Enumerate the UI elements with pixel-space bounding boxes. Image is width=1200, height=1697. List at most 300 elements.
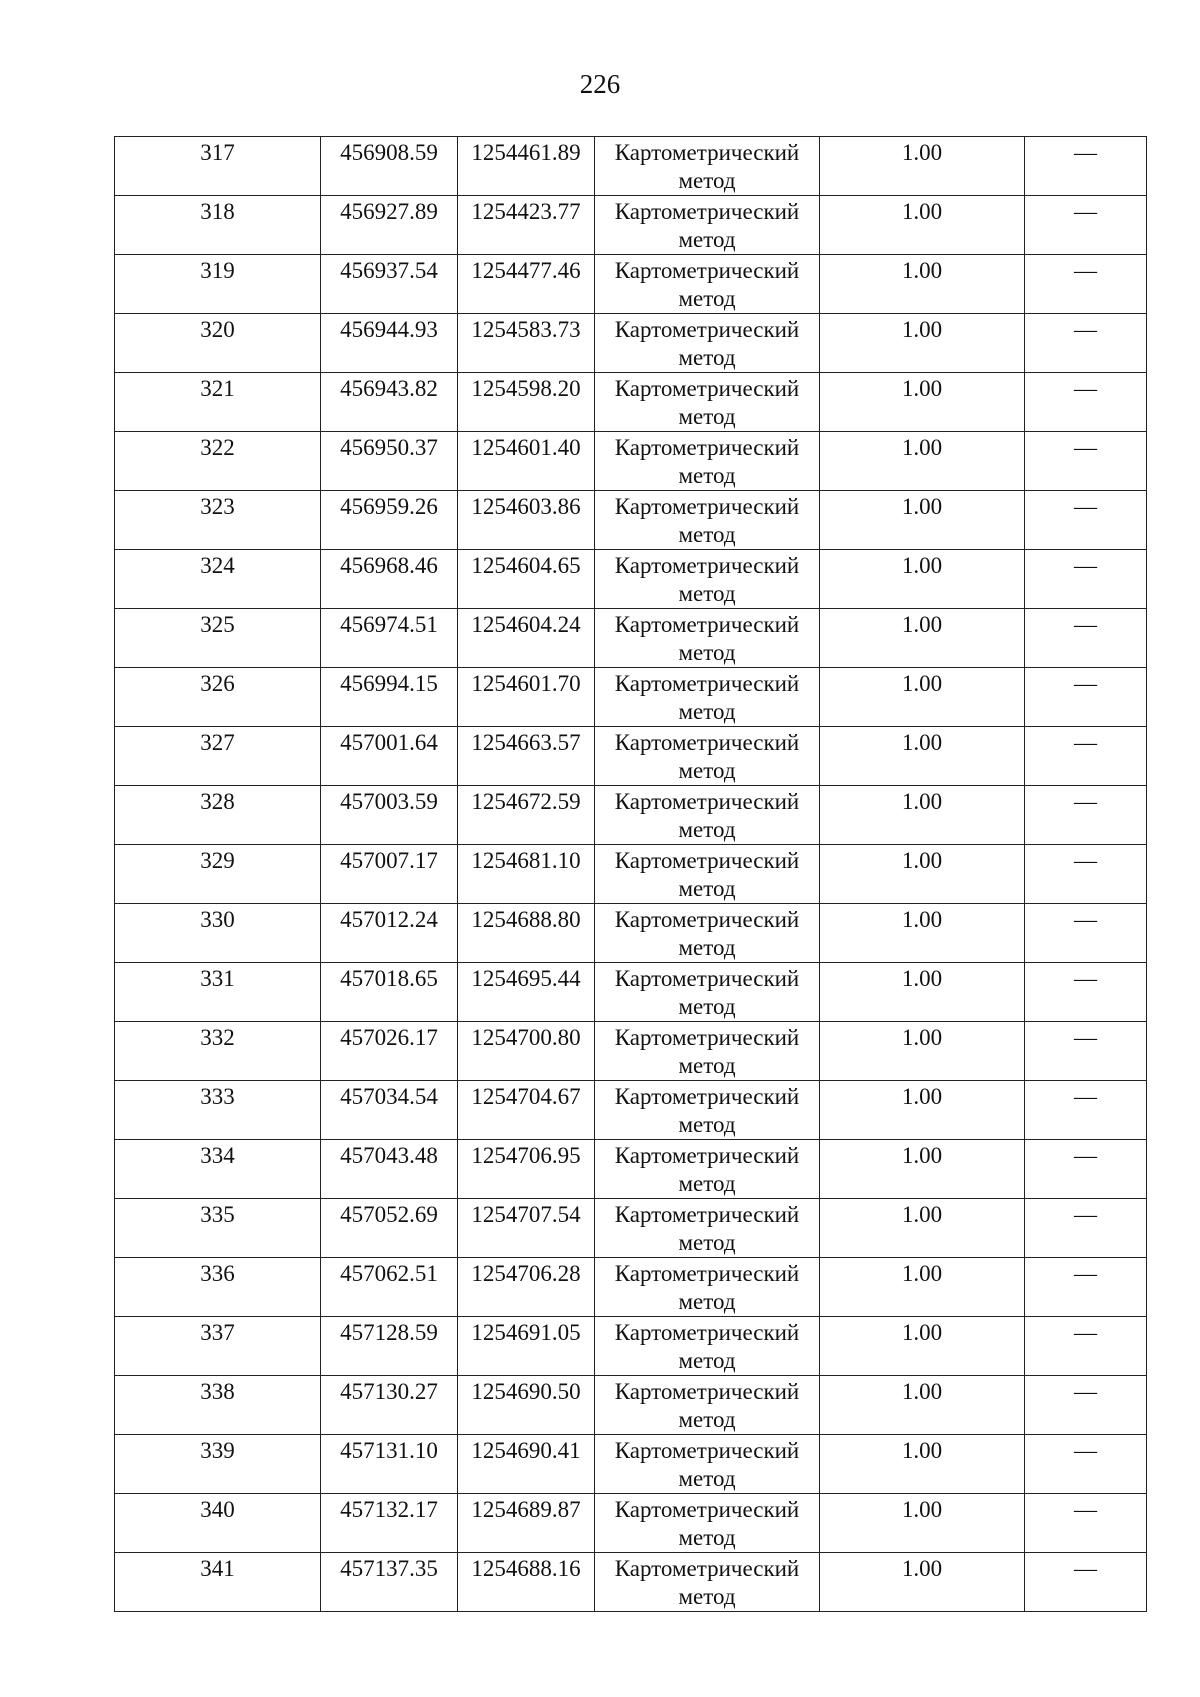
- method-text-line: метод: [678, 1112, 736, 1137]
- note-text: —: [1074, 199, 1097, 224]
- point-number-cell: [115, 1081, 321, 1140]
- precision-text: 1.00: [901, 1379, 943, 1404]
- method-text-line: метод: [678, 1407, 736, 1432]
- point-number-text: 320: [200, 317, 235, 342]
- x-coordinate-cell: [321, 373, 458, 432]
- precision-text: 1.00: [901, 1320, 943, 1345]
- point-number-text: 336: [200, 1261, 235, 1286]
- note-cell: [1025, 1140, 1147, 1199]
- point-number-text: 333: [200, 1084, 235, 1109]
- y-coordinate-cell: [458, 668, 595, 727]
- x-coordinate-text: 456927.89: [340, 199, 438, 224]
- method-text-line: метод: [678, 817, 736, 842]
- note-text: —: [1074, 671, 1097, 696]
- method-text-line: Картометрический: [614, 1379, 800, 1404]
- y-coordinate-text: 1254423.77: [471, 199, 581, 224]
- method-cell: [595, 1553, 820, 1612]
- table-row: [115, 668, 1147, 727]
- point-number-text: 323: [200, 494, 235, 519]
- method-cell: [595, 491, 820, 550]
- y-coordinate-text: 1254583.73: [471, 317, 581, 342]
- x-coordinate-cell: [321, 491, 458, 550]
- method-text-line: метод: [678, 345, 736, 370]
- point-number-cell: [115, 1435, 321, 1494]
- y-coordinate-text: 1254689.87: [471, 1497, 581, 1522]
- y-coordinate-text: 1254681.10: [471, 848, 581, 873]
- x-coordinate-cell: [321, 255, 458, 314]
- method-cell: [595, 727, 820, 786]
- note-text: —: [1074, 612, 1097, 637]
- method-text-line: метод: [678, 286, 736, 311]
- precision-cell: [820, 491, 1025, 550]
- precision-text: 1.00: [901, 376, 943, 401]
- note-text: —: [1074, 1202, 1097, 1227]
- x-coordinate-text: 456959.26: [340, 494, 438, 519]
- method-text-line: Картометрический: [614, 612, 800, 637]
- y-coordinate-cell: [458, 1435, 595, 1494]
- precision-text: 1.00: [901, 199, 943, 224]
- point-number-text: 322: [200, 435, 235, 460]
- x-coordinate-text: 457052.69: [340, 1202, 438, 1227]
- precision-cell: [820, 1553, 1025, 1612]
- table-row: [115, 373, 1147, 432]
- precision-text: 1.00: [901, 1556, 943, 1581]
- y-coordinate-text: 1254707.54: [471, 1202, 581, 1227]
- precision-cell: [820, 609, 1025, 668]
- x-coordinate-text: 456937.54: [340, 258, 438, 283]
- note-text: —: [1074, 1497, 1097, 1522]
- x-coordinate-text: 457007.17: [340, 848, 438, 873]
- point-number-text: 340: [200, 1497, 235, 1522]
- x-coordinate-cell: [321, 845, 458, 904]
- method-text-line: метод: [678, 1289, 736, 1314]
- precision-cell: [820, 196, 1025, 255]
- note-cell: [1025, 904, 1147, 963]
- method-text-line: Картометрический: [614, 730, 800, 755]
- x-coordinate-cell: [321, 550, 458, 609]
- precision-cell: [820, 137, 1025, 196]
- x-coordinate-cell: [321, 432, 458, 491]
- x-coordinate-cell: [321, 1140, 458, 1199]
- point-number-cell: [115, 550, 321, 609]
- point-number-cell: [115, 609, 321, 668]
- point-number-cell: [115, 1494, 321, 1553]
- note-cell: [1025, 1553, 1147, 1612]
- table-row: [115, 609, 1147, 668]
- note-text: —: [1074, 1084, 1097, 1109]
- note-text: —: [1074, 435, 1097, 460]
- precision-text: 1.00: [901, 1497, 943, 1522]
- method-cell: [595, 1081, 820, 1140]
- point-number-cell: [115, 668, 321, 727]
- precision-text: 1.00: [901, 848, 943, 873]
- method-text-line: Картометрический: [614, 376, 800, 401]
- note-cell: [1025, 609, 1147, 668]
- y-coordinate-text: 1254604.65: [471, 553, 581, 578]
- table-row: [115, 786, 1147, 845]
- table-row: [115, 1376, 1147, 1435]
- point-number-text: 325: [200, 612, 235, 637]
- method-cell: [595, 668, 820, 727]
- table-row: [115, 1258, 1147, 1317]
- method-text-line: Картометрический: [614, 1320, 800, 1345]
- precision-text: 1.00: [901, 612, 943, 637]
- point-number-cell: [115, 1199, 321, 1258]
- precision-cell: [820, 1199, 1025, 1258]
- method-text-line: метод: [678, 1230, 736, 1255]
- precision-cell: [820, 550, 1025, 609]
- point-number-text: 335: [200, 1202, 235, 1227]
- method-text-line: метод: [678, 935, 736, 960]
- precision-cell: [820, 668, 1025, 727]
- point-number-text: 318: [200, 199, 235, 224]
- point-number-text: 339: [200, 1438, 235, 1463]
- method-text-line: метод: [678, 1053, 736, 1078]
- table-row: [115, 1140, 1147, 1199]
- x-coordinate-text: 456908.59: [340, 140, 438, 165]
- x-coordinate-cell: [321, 1022, 458, 1081]
- method-cell: [595, 255, 820, 314]
- table-row: [115, 255, 1147, 314]
- note-cell: [1025, 1376, 1147, 1435]
- precision-text: 1.00: [901, 1025, 943, 1050]
- method-text-line: Картометрический: [614, 1143, 800, 1168]
- note-cell: [1025, 1199, 1147, 1258]
- method-text-line: метод: [678, 699, 736, 724]
- x-coordinate-cell: [321, 196, 458, 255]
- precision-text: 1.00: [901, 140, 943, 165]
- point-number-cell: [115, 1376, 321, 1435]
- y-coordinate-text: 1254690.41: [471, 1438, 581, 1463]
- point-number-text: 329: [200, 848, 235, 873]
- x-coordinate-cell: [321, 609, 458, 668]
- point-number-text: 327: [200, 730, 235, 755]
- method-text-line: метод: [678, 1466, 736, 1491]
- precision-cell: [820, 314, 1025, 373]
- note-text: —: [1074, 140, 1097, 165]
- precision-text: 1.00: [901, 494, 943, 519]
- method-text-line: Картометрический: [614, 789, 800, 814]
- method-cell: [595, 1435, 820, 1494]
- table-row: [115, 1317, 1147, 1376]
- method-text-line: Картометрический: [614, 1084, 800, 1109]
- method-text-line: Картометрический: [614, 1497, 800, 1522]
- y-coordinate-cell: [458, 1258, 595, 1317]
- note-cell: [1025, 1258, 1147, 1317]
- method-text-line: метод: [678, 581, 736, 606]
- method-text-line: метод: [678, 640, 736, 665]
- y-coordinate-text: 1254461.89: [471, 140, 581, 165]
- precision-text: 1.00: [901, 317, 943, 342]
- point-number-text: 337: [200, 1320, 235, 1345]
- precision-cell: [820, 1022, 1025, 1081]
- point-number-text: 331: [200, 966, 235, 991]
- y-coordinate-text: 1254706.28: [471, 1261, 581, 1286]
- y-coordinate-cell: [458, 845, 595, 904]
- table-row: [115, 196, 1147, 255]
- coordinates-table: [114, 136, 1147, 1612]
- method-text-line: метод: [678, 1525, 736, 1550]
- method-text-line: метод: [678, 758, 736, 783]
- x-coordinate-text: 457034.54: [340, 1084, 438, 1109]
- method-text-line: метод: [678, 1171, 736, 1196]
- coordinates-table-body: [115, 137, 1147, 1612]
- y-coordinate-text: 1254672.59: [471, 789, 581, 814]
- note-text: —: [1074, 1379, 1097, 1404]
- x-coordinate-text: 457043.48: [340, 1143, 438, 1168]
- x-coordinate-text: 457001.64: [340, 730, 438, 755]
- point-number-text: 328: [200, 789, 235, 814]
- precision-text: 1.00: [901, 1143, 943, 1168]
- table-row: [115, 1553, 1147, 1612]
- x-coordinate-text: 457018.65: [340, 966, 438, 991]
- note-text: —: [1074, 966, 1097, 991]
- method-text-line: метод: [678, 1584, 736, 1609]
- note-cell: [1025, 314, 1147, 373]
- note-cell: [1025, 1317, 1147, 1376]
- point-number-text: 341: [200, 1556, 235, 1581]
- point-number-text: 334: [200, 1143, 235, 1168]
- y-coordinate-text: 1254601.40: [471, 435, 581, 460]
- note-cell: [1025, 963, 1147, 1022]
- note-cell: [1025, 1435, 1147, 1494]
- y-coordinate-text: 1254691.05: [471, 1320, 581, 1345]
- method-cell: [595, 373, 820, 432]
- point-number-cell: [115, 786, 321, 845]
- y-coordinate-text: 1254706.95: [471, 1143, 581, 1168]
- precision-text: 1.00: [901, 789, 943, 814]
- x-coordinate-text: 457137.35: [340, 1556, 438, 1581]
- y-coordinate-cell: [458, 727, 595, 786]
- precision-text: 1.00: [901, 1261, 943, 1286]
- method-text-line: метод: [678, 522, 736, 547]
- table-row: [115, 1081, 1147, 1140]
- method-cell: [595, 845, 820, 904]
- point-number-cell: [115, 904, 321, 963]
- precision-cell: [820, 786, 1025, 845]
- x-coordinate-text: 457132.17: [340, 1497, 438, 1522]
- precision-cell: [820, 1435, 1025, 1494]
- y-coordinate-cell: [458, 963, 595, 1022]
- table-row: [115, 137, 1147, 196]
- method-text-line: Картометрический: [614, 671, 800, 696]
- method-text-line: Картометрический: [614, 494, 800, 519]
- note-text: —: [1074, 1143, 1097, 1168]
- point-number-text: 332: [200, 1025, 235, 1050]
- method-text-line: метод: [678, 404, 736, 429]
- table-row: [115, 1494, 1147, 1553]
- table-row: [115, 845, 1147, 904]
- precision-text: 1.00: [901, 730, 943, 755]
- table-row: [115, 904, 1147, 963]
- precision-cell: [820, 1317, 1025, 1376]
- precision-cell: [820, 845, 1025, 904]
- method-cell: [595, 963, 820, 1022]
- x-coordinate-cell: [321, 1199, 458, 1258]
- note-cell: [1025, 491, 1147, 550]
- precision-text: 1.00: [901, 1438, 943, 1463]
- y-coordinate-text: 1254477.46: [471, 258, 581, 283]
- y-coordinate-cell: [458, 550, 595, 609]
- y-coordinate-cell: [458, 1494, 595, 1553]
- x-coordinate-text: 457012.24: [340, 907, 438, 932]
- precision-text: 1.00: [901, 1084, 943, 1109]
- x-coordinate-cell: [321, 1081, 458, 1140]
- precision-cell: [820, 963, 1025, 1022]
- point-number-text: 326: [200, 671, 235, 696]
- y-coordinate-cell: [458, 373, 595, 432]
- precision-cell: [820, 1494, 1025, 1553]
- x-coordinate-text: 457026.17: [340, 1025, 438, 1050]
- method-text-line: метод: [678, 463, 736, 488]
- y-coordinate-cell: [458, 255, 595, 314]
- method-text-line: Картометрический: [614, 140, 800, 165]
- x-coordinate-text: 456943.82: [340, 376, 438, 401]
- x-coordinate-text: 457003.59: [340, 789, 438, 814]
- table-row: [115, 491, 1147, 550]
- method-cell: [595, 1140, 820, 1199]
- note-cell: [1025, 786, 1147, 845]
- precision-cell: [820, 1258, 1025, 1317]
- x-coordinate-cell: [321, 314, 458, 373]
- point-number-cell: [115, 1317, 321, 1376]
- x-coordinate-cell: [321, 727, 458, 786]
- method-cell: [595, 786, 820, 845]
- note-text: —: [1074, 494, 1097, 519]
- note-text: —: [1074, 258, 1097, 283]
- method-cell: [595, 314, 820, 373]
- point-number-cell: [115, 1140, 321, 1199]
- x-coordinate-text: 456994.15: [340, 671, 438, 696]
- point-number-cell: [115, 432, 321, 491]
- table-row: [115, 1199, 1147, 1258]
- note-cell: [1025, 1494, 1147, 1553]
- method-text-line: Картометрический: [614, 1556, 800, 1581]
- y-coordinate-cell: [458, 196, 595, 255]
- note-text: —: [1074, 730, 1097, 755]
- method-cell: [595, 196, 820, 255]
- note-text: —: [1074, 317, 1097, 342]
- note-text: —: [1074, 907, 1097, 932]
- note-cell: [1025, 668, 1147, 727]
- point-number-cell: [115, 727, 321, 786]
- x-coordinate-cell: [321, 668, 458, 727]
- point-number-cell: [115, 491, 321, 550]
- point-number-cell: [115, 314, 321, 373]
- note-text: —: [1074, 553, 1097, 578]
- note-text: —: [1074, 1025, 1097, 1050]
- point-number-cell: [115, 1553, 321, 1612]
- x-coordinate-text: 456944.93: [340, 317, 438, 342]
- x-coordinate-text: 457131.10: [340, 1438, 438, 1463]
- table-row: [115, 727, 1147, 786]
- x-coordinate-cell: [321, 1435, 458, 1494]
- y-coordinate-cell: [458, 904, 595, 963]
- note-text: —: [1074, 376, 1097, 401]
- table-row: [115, 550, 1147, 609]
- precision-cell: [820, 373, 1025, 432]
- note-text: —: [1074, 1556, 1097, 1581]
- y-coordinate-cell: [458, 1317, 595, 1376]
- method-text-line: метод: [678, 876, 736, 901]
- point-number-cell: [115, 196, 321, 255]
- point-number-cell: [115, 845, 321, 904]
- method-text-line: Картометрический: [614, 258, 800, 283]
- method-text-line: Картометрический: [614, 1025, 800, 1050]
- y-coordinate-text: 1254688.80: [471, 907, 581, 932]
- precision-text: 1.00: [901, 671, 943, 696]
- method-text-line: Картометрический: [614, 435, 800, 460]
- y-coordinate-cell: [458, 1081, 595, 1140]
- page-number: 226: [579, 69, 621, 99]
- method-cell: [595, 904, 820, 963]
- method-cell: [595, 609, 820, 668]
- y-coordinate-text: 1254700.80: [471, 1025, 581, 1050]
- y-coordinate-cell: [458, 786, 595, 845]
- precision-cell: [820, 1081, 1025, 1140]
- note-text: —: [1074, 1320, 1097, 1345]
- method-text-line: Картометрический: [614, 848, 800, 873]
- precision-text: 1.00: [901, 1202, 943, 1227]
- precision-text: 1.00: [901, 966, 943, 991]
- x-coordinate-cell: [321, 963, 458, 1022]
- point-number-cell: [115, 1258, 321, 1317]
- table-row: [115, 1435, 1147, 1494]
- method-text-line: Картометрический: [614, 199, 800, 224]
- point-number-cell: [115, 373, 321, 432]
- method-text-line: метод: [678, 1348, 736, 1373]
- y-coordinate-text: 1254690.50: [471, 1379, 581, 1404]
- y-coordinate-cell: [458, 1376, 595, 1435]
- y-coordinate-cell: [458, 1199, 595, 1258]
- method-text-line: метод: [678, 227, 736, 252]
- method-text-line: метод: [678, 994, 736, 1019]
- precision-cell: [820, 727, 1025, 786]
- method-cell: [595, 1376, 820, 1435]
- note-text: —: [1074, 789, 1097, 814]
- table-row: [115, 314, 1147, 373]
- x-coordinate-cell: [321, 904, 458, 963]
- y-coordinate-cell: [458, 1140, 595, 1199]
- x-coordinate-text: 456968.46: [340, 553, 438, 578]
- method-text-line: метод: [678, 168, 736, 193]
- point-number-cell: [115, 1022, 321, 1081]
- x-coordinate-cell: [321, 1553, 458, 1612]
- note-cell: [1025, 137, 1147, 196]
- method-cell: [595, 137, 820, 196]
- x-coordinate-text: 456950.37: [340, 435, 438, 460]
- method-text-line: Картометрический: [614, 966, 800, 991]
- precision-text: 1.00: [901, 553, 943, 578]
- x-coordinate-cell: [321, 1494, 458, 1553]
- y-coordinate-text: 1254663.57: [471, 730, 581, 755]
- note-text: —: [1074, 1261, 1097, 1286]
- y-coordinate-text: 1254688.16: [471, 1556, 581, 1581]
- x-coordinate-text: 457128.59: [340, 1320, 438, 1345]
- note-cell: [1025, 845, 1147, 904]
- table-row: [115, 432, 1147, 491]
- note-cell: [1025, 255, 1147, 314]
- x-coordinate-cell: [321, 1317, 458, 1376]
- method-text-line: Картометрический: [614, 907, 800, 932]
- x-coordinate-text: 457130.27: [340, 1379, 438, 1404]
- method-cell: [595, 1494, 820, 1553]
- x-coordinate-text: 456974.51: [340, 612, 438, 637]
- note-cell: [1025, 550, 1147, 609]
- point-number-text: 330: [200, 907, 235, 932]
- point-number-text: 338: [200, 1379, 235, 1404]
- precision-cell: [820, 1376, 1025, 1435]
